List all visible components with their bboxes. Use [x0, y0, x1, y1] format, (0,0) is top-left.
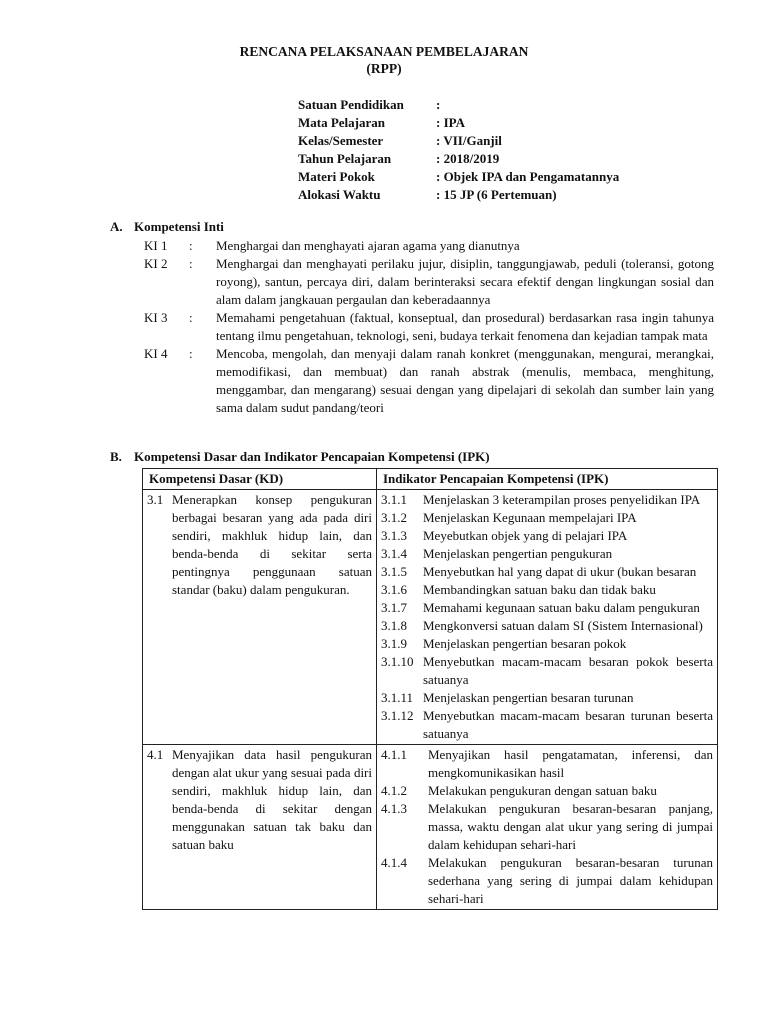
ki-item — [144, 255, 714, 309]
kompetensi-inti-list — [144, 237, 714, 417]
ipk-text: Menjelaskan pengertian besaran turunan — [423, 690, 634, 705]
section-a-heading — [110, 219, 224, 235]
ipk-number: 3.1.5 — [381, 564, 407, 579]
ipk-item — [381, 854, 713, 908]
ipk-text: Melakukan pengukuran dengan satuan baku — [428, 783, 657, 798]
info-label: Kelas/Semester — [298, 133, 384, 148]
info-row — [298, 168, 619, 186]
info-row — [298, 132, 619, 150]
ipk-text: Melakukan pengukuran besaran-besaran panjang, massa, waktu dengan alat ukur yang sering di jumpai dalam kehidupan sehari-hari — [428, 801, 713, 852]
ipk-cell — [377, 490, 718, 745]
table-row — [143, 745, 718, 910]
ipk-item — [381, 635, 713, 653]
column-header-kd: Kompetensi Dasar (KD) — [143, 469, 377, 490]
info-label: Alokasi Waktu — [298, 187, 381, 202]
kd-cell — [143, 745, 377, 910]
ipk-item — [381, 563, 713, 581]
ipk-item — [381, 800, 713, 854]
ipk-item — [381, 545, 713, 563]
ipk-number: 3.1.7 — [381, 600, 407, 615]
ipk-text: Menyebutkan macam-macam besaran turunan beserta satuanya — [423, 708, 713, 741]
ipk-number: 3.1.12 — [381, 708, 414, 723]
ipk-text: Meyebutkan objek yang di pelajari IPA — [423, 528, 628, 543]
ipk-text: Mengkonversi satuan dalam SI (Sistem Internasional) — [423, 618, 703, 633]
section-letter: A. — [110, 219, 123, 234]
ipk-number: 3.1.11 — [381, 690, 414, 705]
ipk-item — [381, 509, 713, 527]
ipk-number: 4.1.4 — [381, 855, 407, 870]
info-label: Satuan Pendidikan — [298, 97, 404, 112]
info-value: : — [436, 97, 441, 112]
ki-colon: : — [189, 346, 193, 361]
ipk-number: 3.1.9 — [381, 636, 407, 651]
ipk-item — [381, 617, 713, 635]
ki-text: Memahami pengetahuan (faktual, konseptual, dan prosedural) berdasarkan rasa ingin tahunya tentang ilmu pengetahuan, teknologi, seni, budaya terkait fenomena dan kejadian tampak mata — [216, 310, 714, 343]
ki-code: KI 3 — [144, 310, 168, 325]
section-title: Kompetensi Inti — [134, 219, 224, 234]
info-label: Tahun Pelajaran — [298, 151, 392, 166]
ki-code: KI 1 — [144, 238, 168, 253]
ipk-text: Menyebutkan hal yang dapat di ukur (bukan besaran — [423, 564, 697, 579]
ki-text: Menghargai dan menghayati ajaran agama yang dianutnya — [216, 238, 520, 253]
document-title: RENCANA PELAKSANAAN PEMBELAJARAN — [239, 44, 529, 59]
info-value: : 2018/2019 — [436, 151, 500, 166]
ipk-item — [381, 746, 713, 782]
ki-colon: : — [189, 238, 193, 253]
ipk-text: Membandingkan satuan baku dan tidak baku — [423, 582, 656, 597]
section-title: Kompetensi Dasar dan Indikator Pencapaian Kompetensi (IPK) — [134, 449, 490, 464]
ipk-text: Menjelaskan Kegunaan mempelajari IPA — [423, 510, 637, 525]
info-label: Materi Pokok — [298, 169, 375, 184]
ki-colon: : — [189, 310, 193, 325]
ipk-text: Menjelaskan pengertian besaran pokok — [423, 636, 627, 651]
kd-cell — [143, 490, 377, 745]
ki-item — [144, 309, 714, 345]
ipk-number: 3.1.10 — [381, 654, 414, 669]
ipk-number: 3.1.2 — [381, 510, 407, 525]
ipk-number: 3.1.1 — [381, 492, 407, 507]
ipk-number: 3.1.6 — [381, 582, 407, 597]
ipk-item — [381, 782, 713, 800]
ipk-number: 4.1.1 — [381, 747, 407, 762]
ipk-item — [381, 527, 713, 545]
ipk-item — [381, 581, 713, 599]
ipk-item — [381, 707, 713, 743]
kd-text: Menerapkan konsep pengukuran berbagai besaran yang ada pada diri sendiri, makhluk hidup lain, dan benda-benda di sekitar serta pentingnya penggunaan satuan standar (baku) dalam pengukuran. — [172, 492, 372, 597]
table-header-row — [143, 469, 718, 490]
document-subtitle: (RPP) — [366, 61, 402, 76]
ipk-number: 4.1.2 — [381, 783, 407, 798]
ipk-number: 3.1.3 — [381, 528, 407, 543]
ki-code: KI 4 — [144, 346, 168, 361]
table-row — [143, 490, 718, 745]
ipk-item — [381, 599, 713, 617]
column-header-ipk: Indikator Pencapaian Kompetensi (IPK) — [377, 469, 718, 490]
ipk-item — [381, 689, 713, 707]
info-value: : Objek IPA dan Pengamatannya — [436, 169, 620, 184]
info-row — [298, 150, 619, 168]
kd-number: 3.1 — [147, 492, 164, 507]
ipk-number: 4.1.3 — [381, 801, 407, 816]
ipk-text: Menyajikan hasil pengatamatan, inferensi, dan mengkomunikasikan hasil — [428, 747, 713, 780]
ipk-text: Menyebutkan macam-macam besaran pokok beserta satuanya — [423, 654, 713, 687]
ki-text: Menghargai dan menghayati perilaku jujur, disiplin, tanggungjawab, peduli (toleransi, gotong royong), santun, percaya diri, dalam berinteraksi secara efektif dengan lingkungan sosial dan alam dalam jangkauan pergaulan dan keberadaannya — [216, 256, 714, 307]
kd-number: 4.1 — [147, 747, 164, 762]
ipk-cell — [377, 745, 718, 910]
ipk-text: Menjelaskan 3 keterampilan proses penyelidikan IPA — [423, 492, 701, 507]
ipk-text: Memahami kegunaan satuan baku dalam pengukuran — [423, 600, 700, 615]
section-b-heading — [110, 449, 490, 465]
ipk-number: 3.1.4 — [381, 546, 407, 561]
ipk-text: Menjelaskan pengertian pengukuran — [423, 546, 613, 561]
ipk-text: Melakukan pengukuran besaran-besaran turunan sederhana yang sering di jumpai dalam kehidupan sehari-hari — [428, 855, 713, 906]
info-value: : 15 JP (6 Pertemuan) — [436, 187, 557, 202]
ki-colon: : — [189, 256, 193, 271]
ki-item — [144, 345, 714, 417]
kd-ipk-table — [142, 468, 718, 910]
identity-block — [298, 96, 619, 204]
info-value: : IPA — [436, 115, 466, 130]
ipk-item — [381, 653, 713, 689]
ipk-item — [381, 491, 713, 509]
info-label: Mata Pelajaran — [298, 115, 386, 130]
ki-code: KI 2 — [144, 256, 168, 271]
info-row — [298, 96, 619, 114]
kd-text: Menyajikan data hasil pengukuran dengan alat ukur yang sesuai pada diri sendiri, makhluk hidup lain, dan benda-benda di sekitar dengan menggunakan satuan tak baku dan satuan baku — [172, 747, 372, 852]
info-row — [298, 186, 619, 204]
section-letter: B. — [110, 449, 122, 464]
ipk-number: 3.1.8 — [381, 618, 407, 633]
ki-text: Mencoba, mengolah, dan menyaji dalam ranah konkret (menggunakan, mengurai, merangkai, memodifikasi, dan membuat) dan ranah abstrak (menulis, membaca, menghitung, menggambar, dan mengarang) sesuai dengan yang dipelajari di sekolah dan sumber lain yang sama dalam sudut pandang/teori — [216, 346, 714, 415]
info-value: : VII/Ganjil — [436, 133, 502, 148]
ki-item — [144, 237, 714, 255]
info-row — [298, 114, 619, 132]
